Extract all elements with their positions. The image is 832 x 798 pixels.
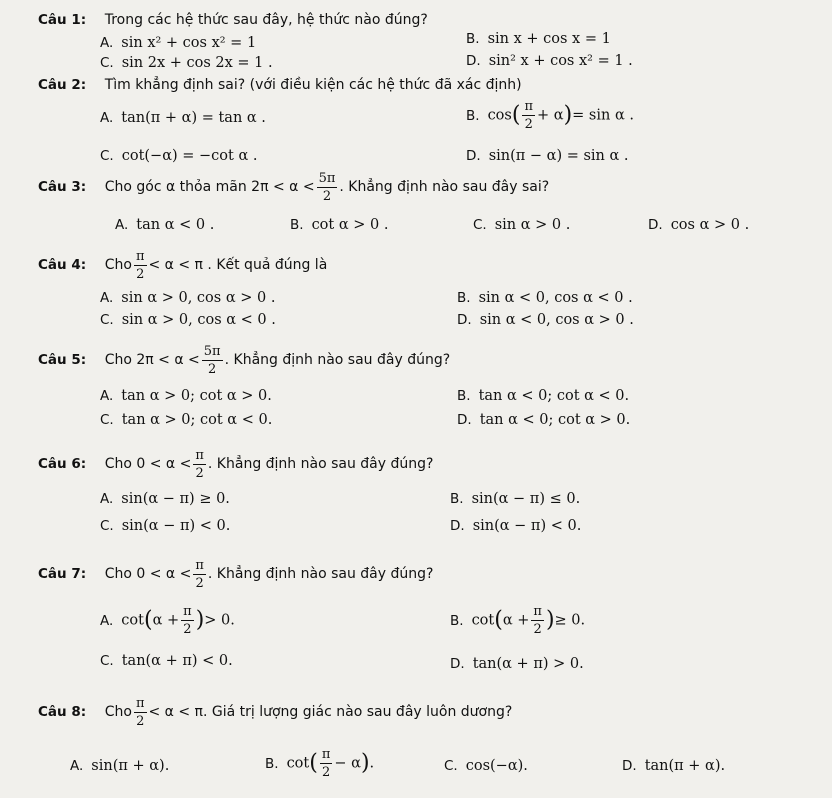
question-8-option-d: D. tan(π + α). [622, 758, 726, 774]
question-2-stem: Câu 2: Tìm khẳng định sai? (với điều kiện các hệ thức đã xác định) [38, 77, 522, 93]
question-2-option-b: B. cos( $\frac{\pi}{2}$ + α)= sin α . [466, 99, 634, 132]
question-3-option-c: C. sin α > 0 . [473, 217, 571, 233]
question-8-stem: Câu 8: Cho $\frac{\pi}{2}$ < α < π. Giá trị lượng giác nào sau đây luôn dương? [38, 695, 513, 729]
question-4-stem: Câu 4: Cho $\frac{\pi}{2}$ < α < π . Kết quả đúng là [38, 248, 328, 282]
question-1-option-b: B. sin x + cos x = 1 [466, 31, 611, 47]
question-4-option-b: B. sin α < 0, cos α < 0 . [457, 290, 633, 306]
question-2-option-c: C. cot(−α) = −cot α . [100, 148, 258, 164]
question-8-option-c: C. cos(−α). [444, 758, 528, 774]
question-7-label: Câu 7: [38, 566, 87, 582]
question-4-label: Câu 4: [38, 257, 87, 273]
question-7-option-d: D. tan(α + π) > 0. [450, 656, 584, 672]
question-2-label: Câu 2: [38, 77, 87, 93]
question-1-stem: Câu 1: Trong các hệ thức sau đây, hệ thức nào đúng? [38, 12, 428, 28]
question-7-option-a: A. cot(α + $\frac{\pi}{2}$ )> 0. [100, 604, 235, 637]
question-4-option-a: A. sin α > 0, cos α > 0 . [100, 290, 276, 306]
question-3-stem: Câu 3: Cho góc α thỏa mãn 2π < α < $\frac{5\pi}{2}$ . Khẳng định nào sau đây sai? [38, 170, 550, 204]
question-8-option-b: B. cot( $\frac{\pi}{2}$ − α). [265, 747, 375, 780]
question-7-option-c: C. tan(α + π) < 0. [100, 653, 233, 669]
question-6-option-b: B. sin(α − π) ≤ 0. [450, 491, 581, 507]
question-5-option-b: B. tan α < 0; cot α < 0. [457, 388, 630, 404]
question-3-option-b: B. cot α > 0 . [290, 217, 389, 233]
question-6-option-c: C. sin(α − π) < 0. [100, 518, 231, 534]
question-2-option-a: A. tan(π + α) = tan α . [100, 110, 266, 126]
question-4-option-d: D. sin α < 0, cos α > 0 . [457, 312, 634, 328]
question-7-option-b: B. cot(α + $\frac{\pi}{2}$ )≥ 0. [450, 604, 586, 637]
question-6-label: Câu 6: [38, 456, 87, 472]
question-6-option-a: A. sin(α − π) ≥ 0. [100, 491, 230, 507]
question-1-label: Câu 1: [38, 12, 87, 28]
question-5-option-a: A. tan α > 0; cot α > 0. [100, 388, 272, 404]
question-1-option-a: A. sin x² + cos x² = 1 [100, 35, 257, 51]
question-6-option-d: D. sin(α − π) < 0. [450, 518, 582, 534]
question-8-label: Câu 8: [38, 704, 87, 720]
question-6-stem: Câu 6: Cho 0 < α < $\frac{\pi}{2}$ . Khẳng định nào sau đây đúng? [38, 447, 434, 481]
question-1-option-d: D. sin² x + cos x² = 1 . [466, 53, 633, 69]
question-7-stem: Câu 7: Cho 0 < α < $\frac{\pi}{2}$ . Khẳng định nào sau đây đúng? [38, 557, 434, 591]
question-1-option-c: C. sin 2x + cos 2x = 1 . [100, 55, 273, 71]
question-3-option-a: A. tan α < 0 . [115, 217, 215, 233]
question-3-label: Câu 3: [38, 179, 87, 195]
question-5-option-c: C. tan α > 0; cot α < 0. [100, 412, 273, 428]
question-2-option-d: D. sin(π − α) = sin α . [466, 148, 629, 164]
question-4-option-c: C. sin α > 0, cos α < 0 . [100, 312, 276, 328]
question-3-option-d: D. cos α > 0 . [648, 217, 750, 233]
question-5-stem: Câu 5: Cho 2π < α < $\frac{5\pi}{2}$ . Khẳng định nào sau đây đúng? [38, 343, 451, 377]
question-5-option-d: D. tan α < 0; cot α > 0. [457, 412, 631, 428]
question-5-label: Câu 5: [38, 352, 87, 368]
question-8-option-a: A. sin(π + α). [70, 758, 170, 774]
